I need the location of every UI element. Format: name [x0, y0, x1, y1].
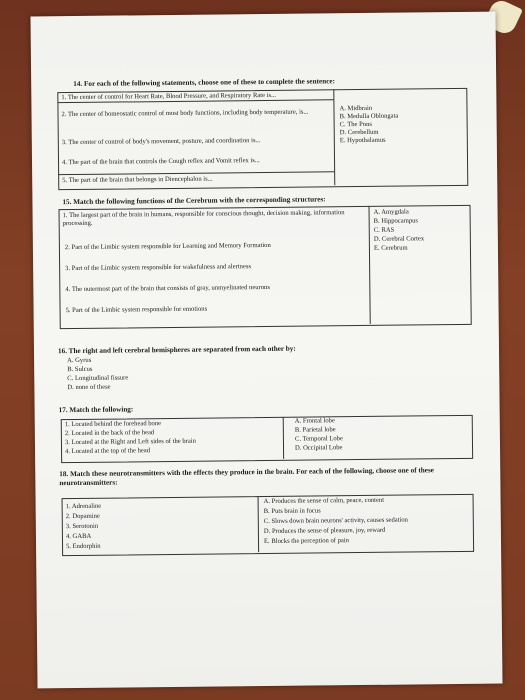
q18-option-b: B. Puts brain in focus — [263, 507, 321, 516]
q16-choice-b: B. Sulcus — [67, 365, 93, 374]
q15-option-b: B. Hippocampus — [373, 217, 419, 225]
q15-option-d: D. Cerebral Cortex — [373, 235, 425, 243]
q15-statement-5: 5. Part of the Limbic system responsible for emotions — [65, 305, 208, 315]
q17-statement-1: 1. Located behind the forehead bone — [64, 420, 162, 429]
q14-option-a: A. Midbrain — [339, 104, 373, 113]
q15-option-e: E. Cerebrum — [373, 244, 408, 252]
q18-option-a: A. Produces the sense of calm, peace, content — [263, 496, 385, 506]
q17-statement-4: 4. Located at the top of the head — [65, 447, 151, 456]
q17-option-d: D. Occipital Lobe — [294, 444, 343, 452]
q15-statement-4: 4. The outermost part of the brain that consists of gray, unmyelinated neurons — [65, 283, 270, 294]
q18-option-e: E. Blocks the perception of pain — [263, 537, 350, 546]
q18-statement-3: 3. Serotonin — [65, 522, 99, 531]
q14-statement-3: 3. The center of control of body's movement, posture, and coordination is... — [61, 137, 261, 147]
q14-option-c: C. The Pons — [339, 120, 372, 129]
q16-choice-a: A. Gyrus — [67, 356, 92, 365]
q15-option-a: A. Amygdala — [373, 208, 409, 216]
q17-option-b: B. Parietal lobe — [294, 426, 336, 434]
q18-statement-1: 1. Adrenaline — [65, 502, 102, 511]
q18-statement-5: 5. Endorphin — [66, 542, 101, 551]
q16-prompt: 16. The right and left cerebral hemispheres are separated from each other by: — [57, 344, 296, 356]
q15-statement-2: 2. Part of the Limbic system responsible for Learning and Memory Formation — [64, 241, 271, 252]
worksheet-page — [30, 12, 502, 689]
q18-prompt: 18. Match these neurotransmitters with the effects they produce in the brain. For each of the following, choose one of these neurotransmitters: — [59, 466, 435, 488]
q15-statement-3: 3. Part of the Limbic system responsible for wakefulness and alertness — [65, 263, 252, 273]
q18-statement-4: 4. GABA — [65, 532, 92, 541]
q17-option-c: C. Temporal Lobe — [294, 435, 343, 443]
q14-option-e: E. Hypothalamus — [339, 136, 386, 145]
q18-statement-2: 2. Dopamine — [65, 512, 100, 521]
q17-statement-2: 2. Located in the back of the head — [64, 429, 155, 438]
q15-statement-1: 1. The largest part of the brain in humans, responsible for conscious thought, decision making, information processing. — [62, 209, 345, 228]
q17-statement-3: 3. Located at the Right and Left sides of the brain — [64, 437, 196, 447]
q17-option-a: A. Frontal lobe — [294, 417, 335, 425]
q14-statement-1: 1. The center of control for Heart Rate, Blood Pressure, and Respiratory Rate is... — [61, 91, 277, 102]
q16-choice-c: C. Longitudinal fissure — [67, 374, 129, 383]
q14-statement-5: 5. The part of the brain that belongs in Diencephalon is... — [62, 175, 213, 185]
q14-option-b: B. Medulla Oblongata — [339, 112, 399, 121]
q14-prompt: 14. For each of the following statements, choose one of these to complete the sentence: — [73, 77, 335, 89]
q16-choice-d: D. none of these — [67, 383, 111, 392]
q18-option-c: C. Slows down brain neurons' activity, causes sedation — [263, 516, 408, 526]
q17-prompt: 17. Match the following: — [58, 405, 134, 415]
q18-option-d: D. Produces the sense of pleasure, joy, reward — [263, 526, 386, 536]
q15-prompt: 15. Match the following functions of the Cerebrum with the corresponding structures: — [62, 195, 326, 207]
q14-option-d: D. Cerebellum — [339, 128, 379, 137]
q14-statement-4: 4. The part of the brain that controls the Cough reflex and Vomit reflex is... — [61, 157, 260, 167]
q15-option-c: C. RAS — [373, 226, 395, 234]
q14-statement-2: 2. The center of homeostatic control of most body functions, including body temperature, is... — [61, 108, 309, 119]
